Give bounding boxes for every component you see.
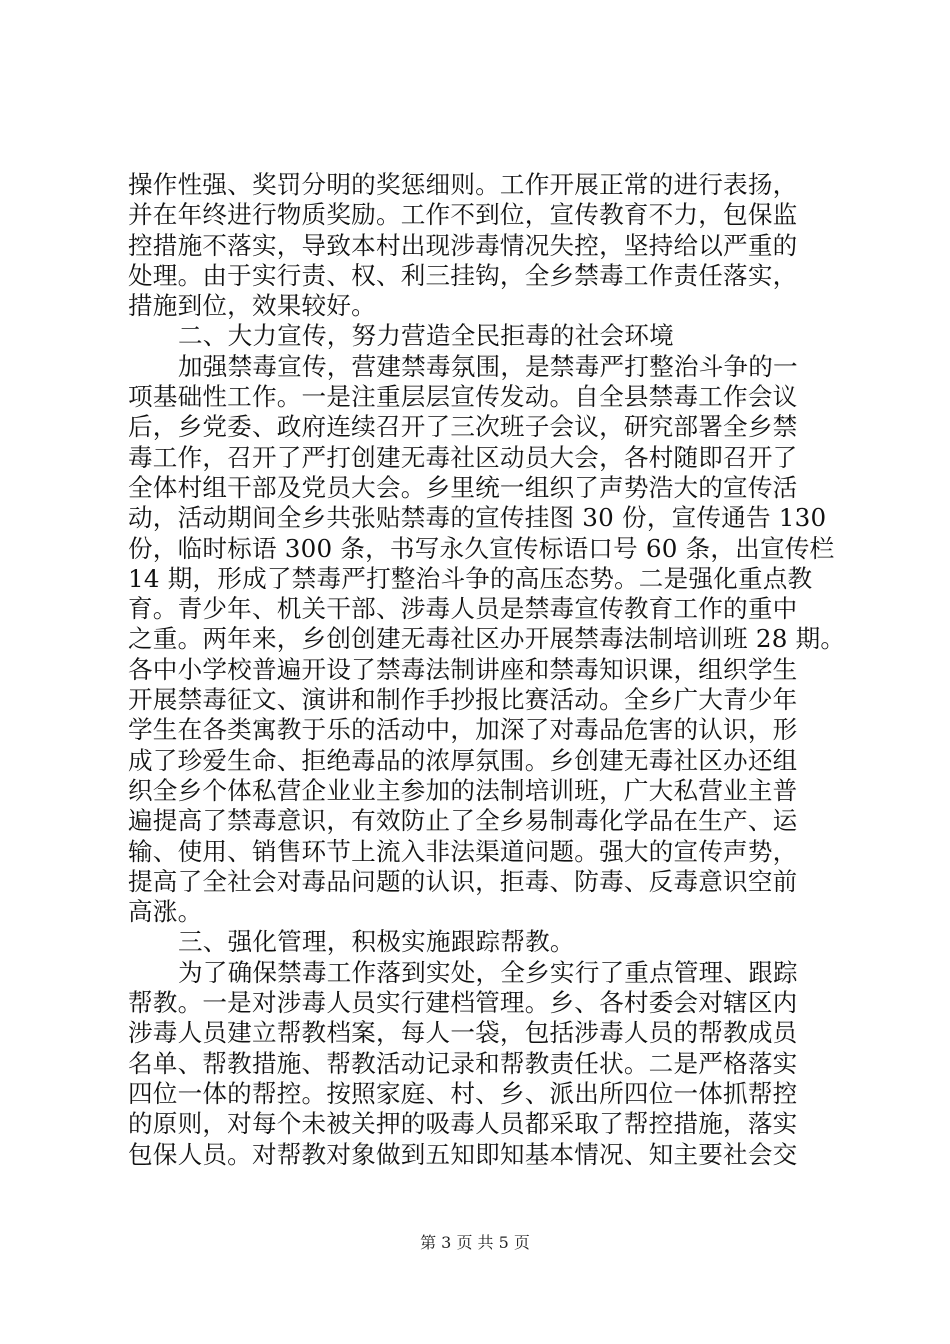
text-line: 各中小学校普遍开设了禁毒法制讲座和禁毒知识课，组织学生: [128, 654, 798, 684]
text-line: 遍提高了禁毒意识，有效防止了全乡易制毒化学品在生产、运: [128, 806, 798, 836]
text-line: 之重。两年来，乡创创建无毒社区办开展禁毒法制培训班 28 期。: [128, 624, 846, 654]
text-line: 为了确保禁毒工作落到实处，全乡实行了重点管理、跟踪: [178, 957, 798, 987]
text-line: 全体村组干部及党员大会。乡里统一组织了声势浩大的宣传活: [128, 472, 798, 502]
text-line: 成了珍爱生命、拒绝毒品的浓厚氛围。乡创建无毒社区办还组: [128, 745, 798, 775]
text-line: 输、使用、销售环节上流入非法渠道问题。强大的宣传声势，: [128, 836, 798, 866]
text-line: 名单、帮教措施、帮教活动记录和帮教责任状。二是严格落实: [128, 1048, 798, 1078]
text-line: 三、强化管理，积极实施跟踪帮教。: [178, 927, 575, 957]
body-text: [128, 170, 846, 1170]
text-line: 开展禁毒征文、演讲和制作手抄报比赛活动。全乡广大青少年: [128, 685, 798, 715]
text-line: 处理。由于实行责、权、利三挂钩，全乡禁毒工作责任落实，: [128, 260, 798, 290]
text-line: 控措施不落实，导致本村出现涉毒情况失控，坚持给以严重的: [128, 230, 798, 260]
text-line: 毒工作，召开了严打创建无毒社区动员大会，各村随即召开了: [128, 442, 798, 472]
text-line: 加强禁毒宣传，营建禁毒氛围，是禁毒严打整治斗争的一: [178, 351, 798, 381]
text-line: 操作性强、奖罚分明的奖惩细则。工作开展正常的进行表扬，: [128, 170, 798, 199]
text-line: 高涨。: [128, 897, 203, 927]
text-line: 四位一体的帮控。按照家庭、村、乡、派出所四位一体抓帮控: [128, 1078, 798, 1108]
text-line: 的原则，对每个未被关押的吸毒人员都采取了帮控措施，落实: [128, 1109, 798, 1139]
page-footer: 第 3 页 共 5 页: [420, 1233, 530, 1252]
text-line: 14 期，形成了禁毒严打整治斗争的高压态势。二是强化重点教: [128, 563, 813, 593]
text-line: 二、大力宣传，努力营造全民拒毒的社会环境: [178, 321, 674, 351]
text-line: 帮教。一是对涉毒人员实行建档管理。乡、各村委会对辖区内: [128, 988, 798, 1018]
text-line: 并在年终进行物质奖励。工作不到位，宣传教育不力，包保监: [128, 200, 798, 230]
text-line: 提高了全社会对毒品问题的认识，拒毒、防毒、反毒意识空前: [128, 866, 798, 896]
text-line: 后，乡党委、政府连续召开了三次班子会议，研究部署全乡禁: [128, 412, 798, 442]
text-line: 学生在各类寓教于乐的活动中，加深了对毒品危害的认识，形: [128, 715, 798, 745]
text-line: 措施到位，效果较好。: [128, 291, 376, 321]
text-line: 织全乡个体私营企业业主参加的法制培训班，广大私营业主普: [128, 775, 798, 805]
text-line: 动，活动期间全乡共张贴禁毒的宣传挂图 30 份，宣传通告 130: [128, 503, 827, 533]
text-line: 涉毒人员建立帮教档案，每人一袋，包括涉毒人员的帮教成员: [128, 1018, 798, 1048]
text-line: 份，临时标语 300 条，书写永久宣传标语口号 60 条，出宣传栏: [128, 533, 835, 563]
text-line: 包保人员。对帮教对象做到五知即知基本情况、知主要社会交: [128, 1139, 798, 1169]
text-line: 育。青少年、机关干部、涉毒人员是禁毒宣传教育工作的重中: [128, 594, 798, 624]
text-line: 项基础性工作。一是注重层层宣传发动。自全县禁毒工作会议: [128, 382, 798, 412]
